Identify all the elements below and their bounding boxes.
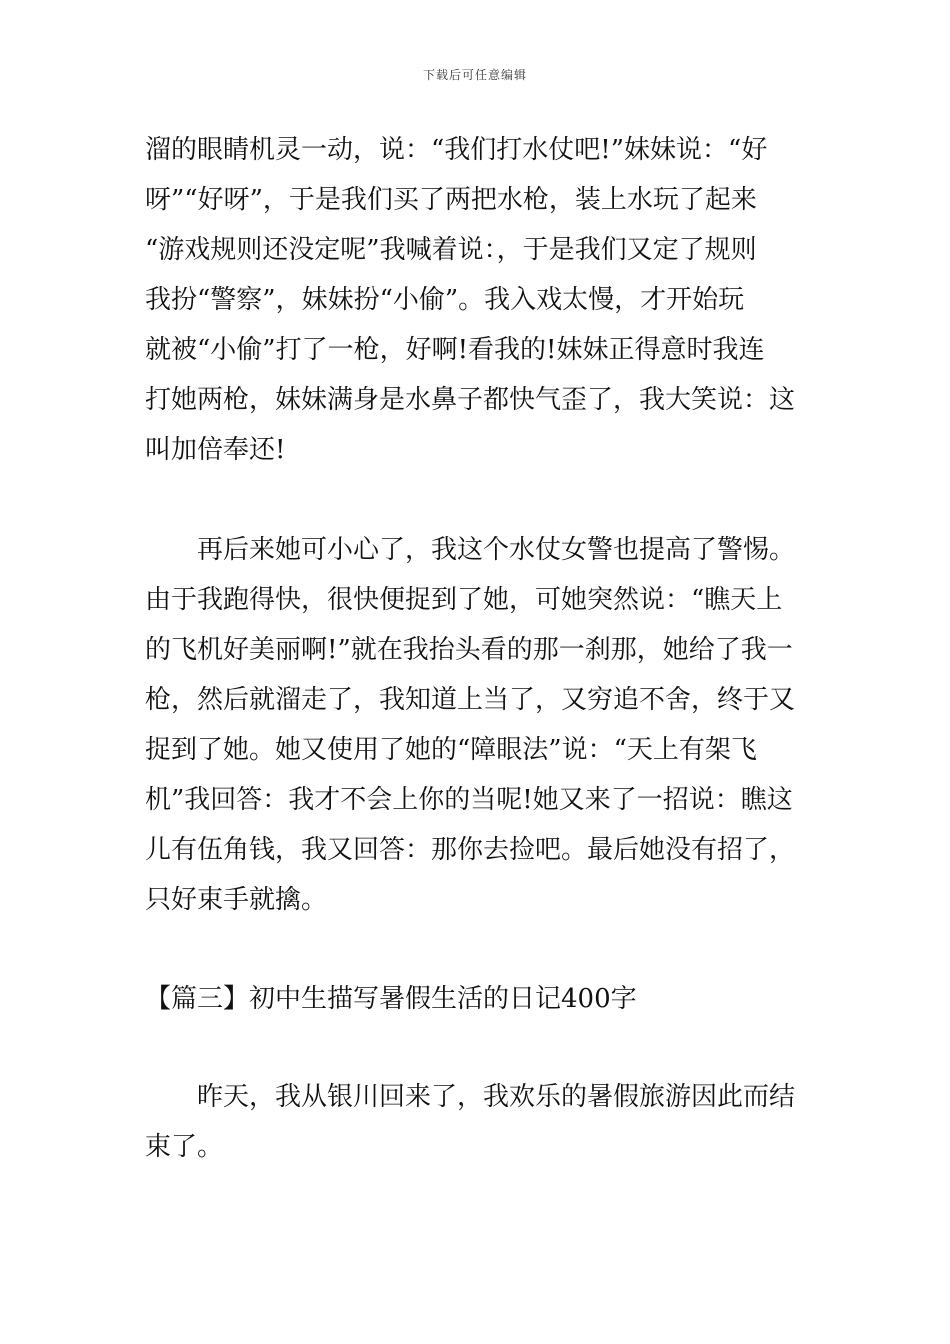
paragraph-2-line-4: 枪，然后就溜走了，我知道上当了，又穷追不舍，终于又 <box>145 685 796 715</box>
paragraph-1-line-2: 呀”“好呀”，于是我们买了两把水枪，装上水玩了起来 <box>145 185 757 215</box>
section-heading: 【篇三】初中生描写暑假生活的日记400字 <box>145 984 637 1014</box>
paragraph-1-line-1: 溜的眼睛机灵一动，说：“我们打水仗吧!”妹妹说：“好 <box>145 135 768 165</box>
paragraph-2-line-7: 儿有伍角钱，我又回答：那你去捡吧。最后她没有招了， <box>145 835 796 865</box>
paragraph-2-line-6: 机”我回答：我才不会上你的当呢!她又来了一招说：瞧这 <box>145 785 793 815</box>
paragraph-2-line-8: 只好束手就擒。 <box>145 885 328 915</box>
paragraph-1-line-6: 打她两枪，妹妹满身是水鼻子都快气歪了，我大笑说：这 <box>145 385 796 415</box>
paragraph-1-line-4: 我扮“警察”，妹妹扮“小偷”。我入戏太慢，才开始玩 <box>145 285 745 315</box>
paragraph-3-line-1: 昨天，我从银川回来了，我欢乐的暑假旅游因此而结 <box>197 1082 796 1112</box>
paragraph-1-line-5: 就被“小偷”打了一枪，好啊!看我的!妹妹正得意时我连 <box>145 335 765 365</box>
paragraph-2-line-3: 的飞机好美丽啊!”就在我抬头看的那一刹那，她给了我一 <box>145 635 793 665</box>
paragraph-1-line-3: “游戏规则还没定呢”我喊着说：，于是我们又定了规则 <box>145 235 757 265</box>
paragraph-3-line-2: 束了。 <box>145 1132 224 1162</box>
paragraph-2-line-1: 再后来她可小心了，我这个水仗女警也提高了警惕。 <box>197 535 796 565</box>
paragraph-2-line-5: 捉到了她。她又使用了她的“障眼法”说：“天上有架飞 <box>145 735 757 765</box>
paragraph-1-line-7: 叫加倍奉还! <box>145 435 286 465</box>
paragraph-2-line-2: 由于我跑得快，很快便捉到了她，可她突然说：“瞧天上 <box>145 585 783 615</box>
header-note: 下载后可任意编辑 <box>422 68 527 82</box>
